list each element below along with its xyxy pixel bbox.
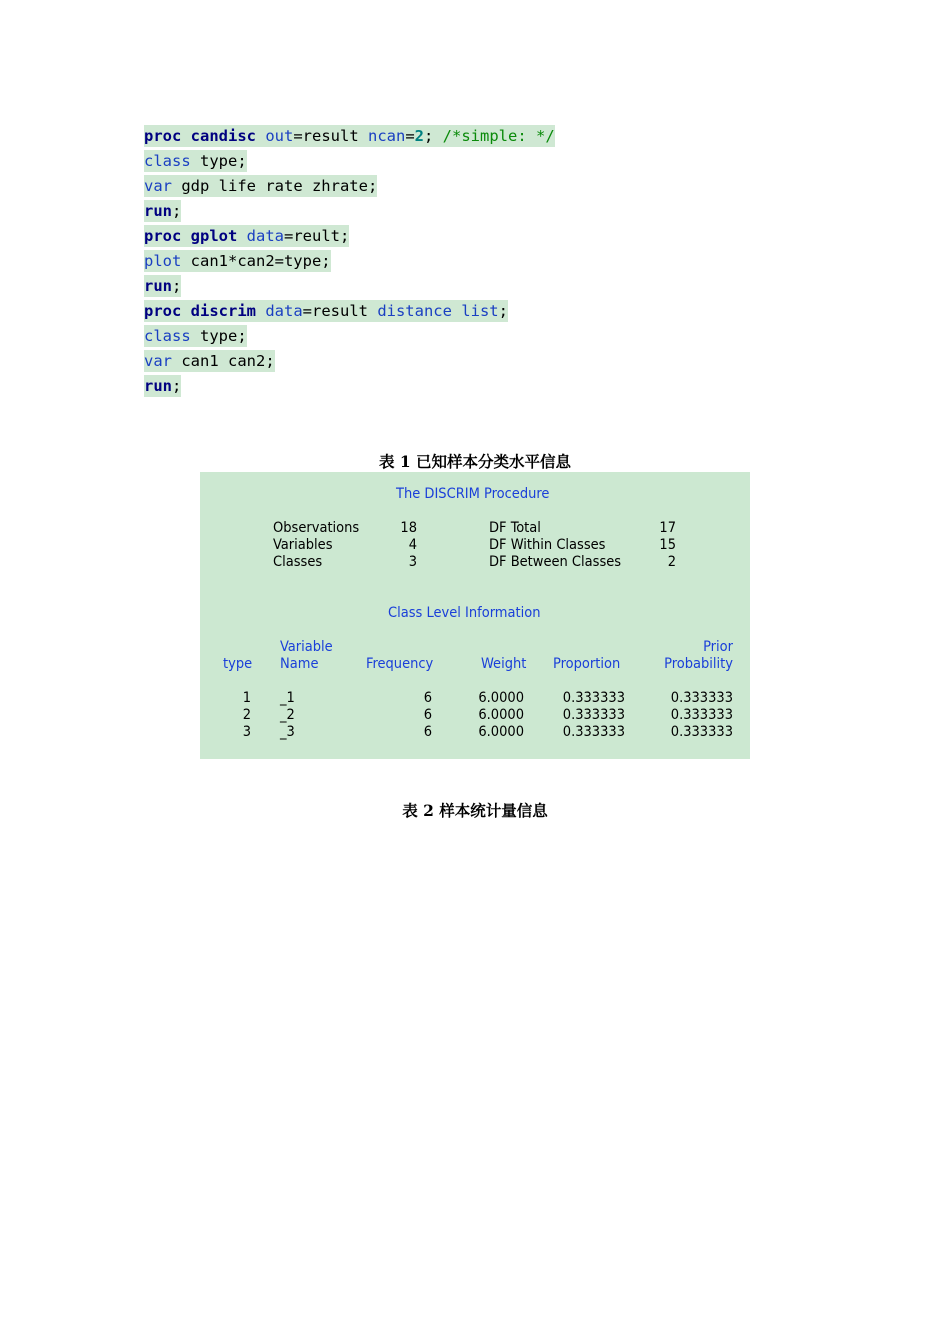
code-token: [237, 227, 246, 245]
variables-label: Variables: [273, 537, 333, 553]
table1-caption: 表 1 已知样本分类水平信息: [378, 452, 572, 471]
class-row-name: _2: [280, 707, 295, 723]
class-row-weight: 6.0000: [478, 724, 524, 740]
code-token: ncan: [367, 127, 406, 145]
code-token: ;: [172, 277, 182, 295]
code-token: ;: [498, 302, 508, 320]
code-token: run: [144, 377, 172, 395]
header-type: type: [223, 656, 253, 672]
code-token: distance list: [377, 302, 499, 320]
class-row-weight: 6.0000: [478, 690, 524, 706]
code-token: can1 can2;: [172, 352, 275, 370]
class-row-prior: 0.333333: [670, 690, 733, 706]
code-token: proc discrim: [144, 302, 256, 320]
code-token: =reult;: [284, 227, 350, 245]
code-line: [144, 224, 555, 249]
class-row-prior: 0.333333: [670, 707, 733, 723]
sas-code-block: [144, 124, 555, 399]
code-token: /*simple: */: [442, 127, 555, 145]
code-token: plot: [144, 252, 182, 270]
class-row-type: 3: [242, 724, 251, 740]
header-prior: Prior: [703, 639, 733, 655]
code-token: =result: [293, 127, 368, 145]
classes-label: Classes: [273, 554, 323, 570]
code-token: class: [144, 327, 191, 345]
class-row-name: _3: [280, 724, 295, 740]
code-token: data: [265, 302, 303, 320]
code-token: 2: [414, 127, 424, 145]
code-token: ;: [172, 202, 182, 220]
code-line: [144, 349, 555, 374]
class-row-proportion: 0.333333: [562, 707, 625, 723]
code-line: [144, 374, 555, 399]
observations-label: Observations: [273, 520, 360, 536]
code-line: [144, 199, 555, 224]
code-token: can1*can2=type;: [181, 252, 331, 270]
code-token: gdp life rate zhrate;: [172, 177, 378, 195]
df-between-label: DF Between Classes: [489, 554, 622, 570]
df-within-value: 15: [659, 537, 676, 553]
header-probability: Probability: [664, 656, 733, 672]
df-total-label: DF Total: [489, 520, 541, 536]
code-line: [144, 324, 555, 349]
code-token: type;: [190, 327, 247, 345]
header-variable: Variable: [280, 639, 333, 655]
class-level-title: Class Level Information: [388, 605, 541, 621]
class-row-prior: 0.333333: [670, 724, 733, 740]
header-proportion: Proportion: [553, 656, 621, 672]
code-token: [256, 302, 265, 320]
class-row-proportion: 0.333333: [562, 690, 625, 706]
class-row-name: _1: [280, 690, 295, 706]
code-token: =result: [302, 302, 378, 320]
df-within-label: DF Within Classes: [489, 537, 606, 553]
sas-output-panel: [200, 472, 750, 759]
code-token: class: [144, 152, 191, 170]
class-row-type: 1: [242, 690, 251, 706]
procedure-title: The DISCRIM Procedure: [396, 486, 550, 502]
code-line: [144, 149, 555, 174]
classes-value: 3: [408, 554, 417, 570]
variables-value: 4: [408, 537, 417, 553]
header-name: Name: [280, 656, 319, 672]
code-token: ;: [424, 127, 443, 145]
class-row-weight: 6.0000: [478, 707, 524, 723]
class-row-frequency: 6: [423, 690, 432, 706]
class-row-frequency: 6: [423, 707, 432, 723]
code-token: run: [144, 202, 172, 220]
class-row-frequency: 6: [423, 724, 432, 740]
code-token: [256, 127, 265, 145]
code-line: [144, 174, 555, 199]
code-line: [144, 299, 555, 324]
code-token: var: [144, 352, 172, 370]
df-total-value: 17: [659, 520, 676, 536]
code-token: data: [246, 227, 284, 245]
header-frequency: Frequency: [366, 656, 434, 672]
header-weight: Weight: [481, 656, 527, 672]
code-token: =: [405, 127, 415, 145]
table2-caption: 表 2 样本统计量信息: [402, 801, 548, 820]
df-between-value: 2: [667, 554, 676, 570]
code-token: proc gplot: [144, 227, 238, 245]
code-line: [144, 274, 555, 299]
class-row-type: 2: [242, 707, 251, 723]
code-token: run: [144, 277, 172, 295]
observations-value: 18: [400, 520, 417, 536]
code-token: type;: [190, 152, 247, 170]
code-token: ;: [172, 377, 182, 395]
code-line: [144, 249, 555, 274]
class-row-proportion: 0.333333: [562, 724, 625, 740]
code-token: proc candisc: [144, 127, 256, 145]
code-token: var: [144, 177, 172, 195]
code-line: [144, 124, 555, 149]
code-token: out: [265, 127, 294, 145]
